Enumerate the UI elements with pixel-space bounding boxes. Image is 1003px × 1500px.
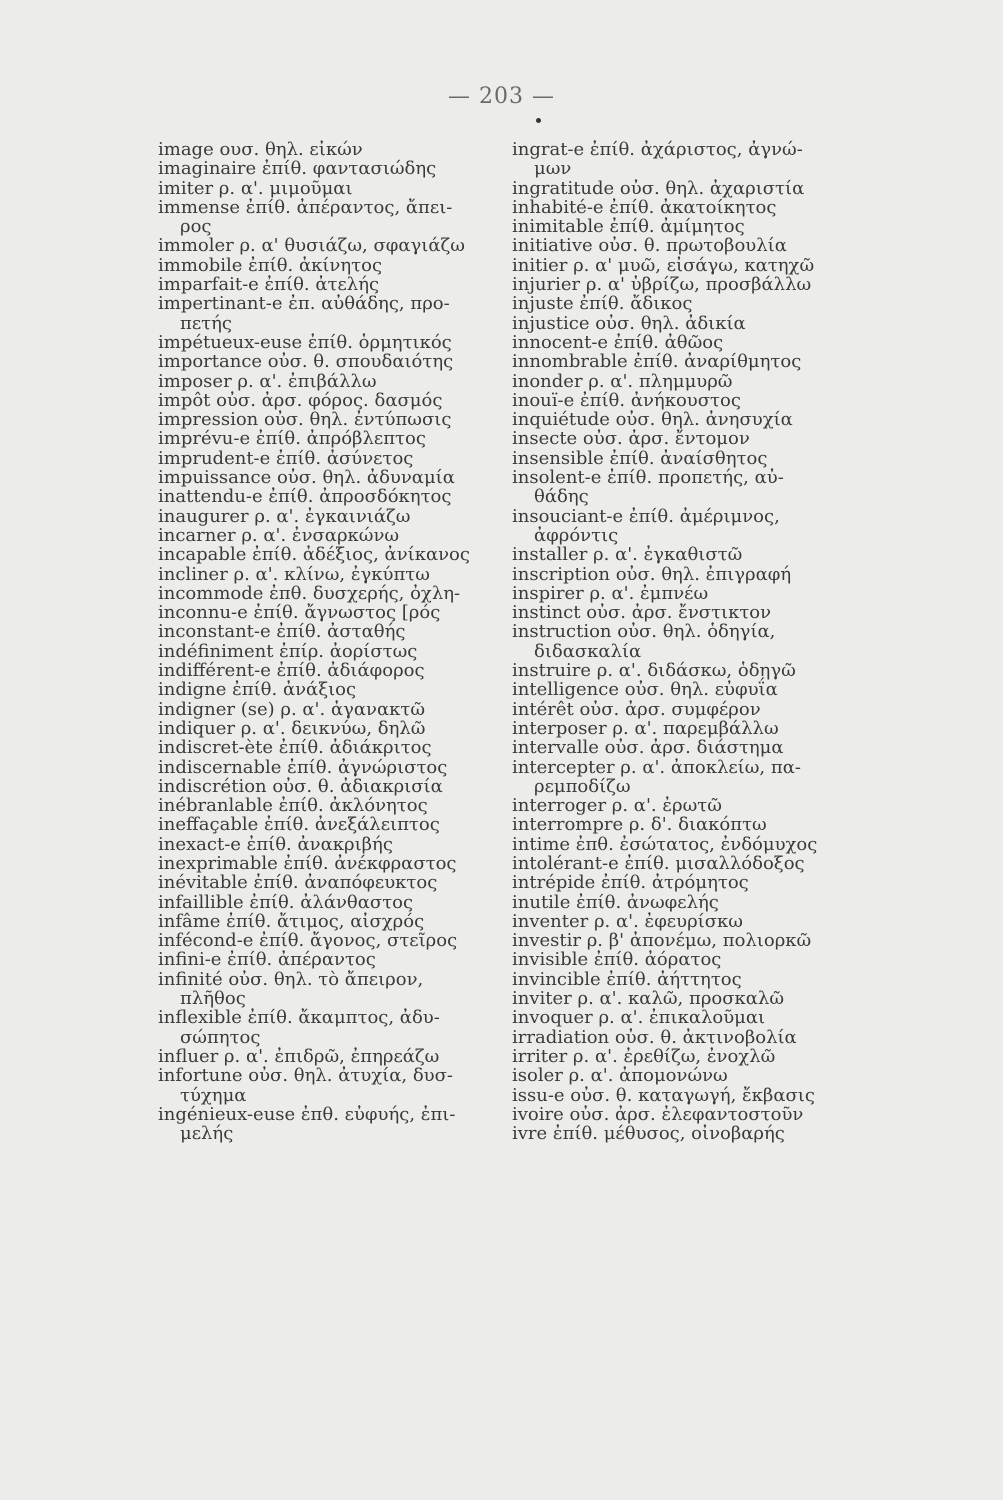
dictionary-line: image ουσ. θηλ. εἰκών — [158, 139, 363, 160]
dictionary-line: πετής — [180, 312, 232, 334]
dictionary-line: imparfait-e ἐπίθ. ἀτελής — [158, 274, 380, 296]
dictionary-line: indifférent-e ἐπίθ. ἀδιάφορος — [158, 660, 425, 682]
dictionary-line: indiscrétion οὐσ. θ. ἀδιακρισία — [158, 775, 443, 797]
dictionary-line: insolent-e ἐπίθ. προπετής, αὐ- — [512, 467, 784, 489]
dictionary-line: indiscernable ἐπίθ. ἀγνώριστος — [158, 756, 448, 778]
dictionary-line: importance οὐσ. θ. σπουδαιότης — [158, 351, 454, 373]
dictionary-line: inaugurer ρ. α'. ἐγκαινιάζω — [158, 505, 411, 527]
dictionary-line: isoler ρ. α'. ἀπομονώνω — [512, 1065, 728, 1087]
dictionary-line: σώπητος — [180, 1026, 261, 1048]
dictionary-line: insouciant-e ἐπίθ. ἀμέριμνος, — [512, 505, 780, 527]
dictionary-line: intolérant-e ἐπίθ. μισαλλόδοξος — [512, 852, 805, 874]
dictionary-line: indiscret-ète ἐπίθ. ἀδιάκριτος — [158, 737, 432, 759]
dictionary-line: intervalle οὐσ. ἀρσ. διάστημα — [512, 737, 784, 759]
dictionary-line: ρος — [180, 216, 212, 238]
dictionary-line: instinct οὐσ. ἀρσ. ἔνστικτον — [512, 602, 772, 624]
dictionary-line: infortune οὐσ. θηλ. ἀτυχία, δυσ- — [158, 1065, 453, 1087]
dictionary-line: intérêt οὐσ. ἀρσ. συμφέρον — [512, 698, 761, 720]
dictionary-line: injuste ἐπίθ. ἄδικος — [512, 293, 693, 315]
dictionary-line: immense ἐπίθ. ἀπέραντος, ἄπει- — [158, 196, 453, 218]
dictionary-line: inexprimable ἐπίθ. ἀνέκφραστος — [158, 852, 457, 874]
dictionary-line: infinité οὐσ. θηλ. τὸ ἄπειρον, — [158, 968, 424, 990]
dictionary-line: imprudent-e ἐπίθ. ἀσύνετος — [158, 447, 414, 469]
dictionary-line: incommode ἐπθ. δυσχερής, ὀχλη- — [158, 582, 461, 604]
dictionary-line: invincible ἐπίθ. ἀήττητος — [512, 968, 742, 990]
dictionary-line: impression οὐσ. θηλ. ἐντύπωσις — [158, 409, 452, 431]
dictionary-line: ingratitude οὐσ. θηλ. ἀχαριστία — [512, 177, 805, 199]
dictionary-line: inquiétude οὐσ. θηλ. ἀνησυχία — [512, 409, 793, 431]
dictionary-line: infécond-e ἐπίθ. ἄγονος, στεῖρος — [158, 930, 458, 952]
dictionary-line: incarner ρ. α'. ἐνσαρκώνω — [158, 524, 400, 546]
dictionary-line: intrépide ἐπίθ. ἀτρόμητος — [512, 872, 749, 894]
dictionary-line: issu-e οὐσ. θ. καταγωγή, ἔκβασις — [512, 1084, 815, 1106]
dictionary-line: insensible ἐπίθ. ἀναίσθητος — [512, 447, 768, 469]
dictionary-line: inviter ρ. α'. καλῶ, προσκαλῶ — [512, 988, 785, 1010]
dictionary-line: inspirer ρ. α'. ἐμπνέω — [512, 582, 709, 604]
dictionary-line: infini-e ἐπίθ. ἀπέραντος — [158, 949, 376, 971]
dictionary-line: inventer ρ. α'. ἐφευρίσκω — [512, 910, 743, 932]
dictionary-line: intercepter ρ. α'. ἀποκλείω, πα- — [512, 756, 801, 778]
dictionary-line: indigne ἐπίθ. ἀνάξιος — [158, 679, 357, 701]
dictionary-line: irriter ρ. α'. ἐρεθίζω, ἐνοχλῶ — [512, 1045, 776, 1067]
dictionary-line: inconstant-e ἐπίθ. ἀσταθής — [158, 621, 406, 643]
dictionary-line: inattendu-e ἐπίθ. ἀπροσδόκητος — [158, 486, 452, 508]
dictionary-line: intelligence οὐσ. θηλ. εὐφυΐα — [512, 679, 778, 701]
dictionary-line: ρεμποδίζω — [534, 775, 631, 797]
dictionary-line: inexact-e ἐπίθ. ἀνακριβής — [158, 833, 393, 855]
dictionary-line: infaillible ἐπίθ. ἀλάνθαστος — [158, 891, 414, 913]
dictionary-line: innombrable ἐπίθ. ἀναρίθμητος — [512, 351, 802, 373]
dictionary-line: immoler ρ. α' θυσιάζω, σφαγιάζω — [158, 235, 465, 257]
dictionary-line: ἀφρόντις — [534, 524, 619, 546]
dictionary-line: injustice οὐσ. θηλ. ἀδικία — [512, 312, 746, 334]
dictionary-line: innocent-e ἐπίθ. ἀθῶος — [512, 331, 724, 353]
dictionary-line: indéfiniment ἐπίρ. ἀορίστως — [158, 640, 418, 662]
dictionary-line: impuissance οὐσ. θηλ. ἀδυναμία — [158, 467, 455, 489]
dictionary-line: initiative οὐσ. θ. πρωτοβουλία — [512, 235, 787, 257]
dictionary-line: interroger ρ. α'. ἐρωτῶ — [512, 795, 722, 817]
page-number: — 203 — — [448, 84, 555, 109]
dictionary-line: initier ρ. α' μυῶ, εἰσάγω, κατηχῶ — [512, 254, 815, 276]
dictionary-line: μων — [534, 158, 572, 180]
dictionary-line: instruire ρ. α'. διδάσκω, ὁδηγῶ — [512, 660, 796, 682]
dictionary-line: θάδης — [534, 486, 589, 508]
dictionary-line: ingrat-e ἐπίθ. ἀχάριστος, ἀγνώ- — [512, 139, 803, 160]
dictionary-line: inconnu-e ἐπίθ. ἄγνωστος [ρός — [158, 602, 441, 624]
dictionary-line: installer ρ. α'. ἐγκαθιστῶ — [512, 544, 743, 566]
dictionary-line: instruction οὐσ. θηλ. ὁδηγία, — [512, 621, 776, 643]
dictionary-line: interposer ρ. α'. παρεμβάλλω — [512, 717, 779, 739]
dictionary-line: intime ἐπθ. ἐσώτατος, ἐνδόμυχος — [512, 833, 818, 855]
dictionary-line: invoquer ρ. α'. ἐπικαλοῦμαι — [512, 1007, 766, 1029]
dictionary-line: ivoire οὐσ. ἀρσ. ἐλεφαντοστοῦν — [512, 1103, 804, 1125]
dictionary-line: inutile ἐπίθ. ἀνωφελής — [512, 891, 719, 913]
dictionary-line: impertinant-e ἐπ. αὐθάδης, προ- — [158, 293, 450, 315]
dictionary-line: injurier ρ. α' ὑβρίζω, προσβάλλω — [512, 274, 812, 296]
dictionary-line: inhabité-e ἐπίθ. ἀκατοίκητος — [512, 196, 777, 218]
dictionary-line: indiquer ρ. α'. δεικνύω, δηλῶ — [158, 717, 426, 739]
dictionary-line: investir ρ. β' ἀπονέμω, πολιορκῶ — [512, 930, 812, 952]
dictionary-line: infâme ἐπίθ. ἄτιμος, αἰσχρός — [158, 910, 425, 932]
dictionary-line: inévitable ἐπίθ. ἀναπόφευκτος — [158, 872, 438, 894]
dictionary-line: indigner (se) ρ. α'. ἀγανακτῶ — [158, 698, 426, 720]
left-column — [158, 140, 518, 1143]
dictionary-line: insecte οὐσ. ἀρσ. ἔντομον — [512, 428, 750, 450]
right-column — [512, 140, 872, 1143]
dictionary-line: inflexible ἐπίθ. ἄκαμπτος, ἀδυ- — [158, 1007, 440, 1029]
dictionary-line: irradiation οὐσ. θ. ἀκτινοβολία — [512, 1026, 797, 1048]
dictionary-line: ivre ἐπίθ. μέθυσος, οἰνοβαρής — [512, 1123, 785, 1145]
dictionary-line: impétueux-euse ἐπίθ. ὁρμητικός — [158, 331, 452, 353]
dictionary-line: influer ρ. α'. ἐπιδρῶ, ἐπηρεάζω — [158, 1045, 440, 1067]
dictionary-line: incliner ρ. α'. κλίνω, ἐγκύπτω — [158, 563, 430, 585]
dictionary-line: τύχημα — [180, 1084, 247, 1106]
dictionary-line: inimitable ἐπίθ. ἀμίμητος — [512, 216, 745, 238]
dictionary-line: inouï-e ἐπίθ. ἀνήκουστος — [512, 389, 741, 411]
dictionary-line: inébranlable ἐπίθ. ἀκλόνητος — [158, 795, 428, 817]
dictionary-line: μελής — [180, 1123, 234, 1145]
dictionary-line: inscription οὐσ. θηλ. ἐπιγραφή — [512, 563, 792, 585]
dictionary-line: impôt οὐσ. ἀρσ. φόρος. δασμός — [158, 389, 443, 411]
dictionary-line: πλῆθος — [180, 988, 246, 1010]
dictionary-line: imposer ρ. α'. ἐπιβάλλω — [158, 370, 377, 392]
dictionary-line: interrompre ρ. δ'. διακόπτω — [512, 814, 767, 836]
dictionary-line: invisible ἐπίθ. ἀόρατος — [512, 949, 722, 971]
dictionary-line: ingénieux-euse ἐπθ. εὐφυής, ἐπι- — [158, 1103, 456, 1125]
dictionary-line: incapable ἐπίθ. ἀδέξιος, ἀνίκανος — [158, 544, 470, 566]
dictionary-line: διδασκαλία — [534, 640, 642, 662]
dictionary-line: ineffaçable ἐπίθ. ἀνεξάλειπτος — [158, 814, 440, 836]
dictionary-line: imaginaire ἐπίθ. φαντασιώδης — [158, 158, 437, 180]
dictionary-line: imiter ρ. α'. μιμοῦμαι — [158, 177, 353, 199]
dictionary-line: inonder ρ. α'. πλημμυρῶ — [512, 370, 733, 392]
dictionary-line: imprévu-e ἐπίθ. ἀπρόβλεπτος — [158, 428, 426, 450]
ink-dot — [536, 118, 541, 123]
dictionary-line: immobile ἐπίθ. ἀκίνητος — [158, 254, 383, 276]
